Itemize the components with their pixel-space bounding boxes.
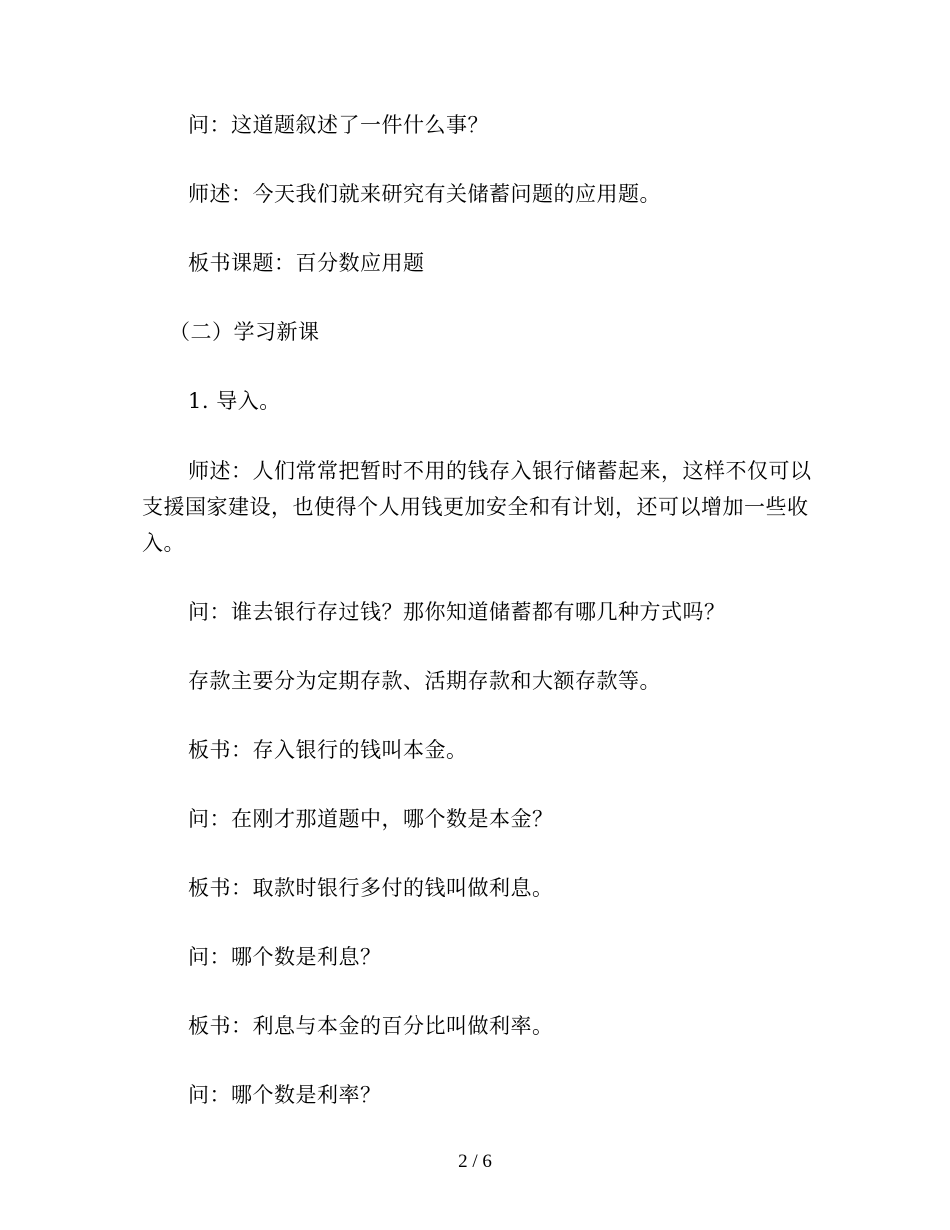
paragraph: 问：在刚才那道题中，哪个数是本金？ [188,807,554,831]
paragraph: 板书：利息与本金的百分比叫做利率。 [188,1014,554,1038]
section-heading: （二）学习新课 [169,320,320,344]
document-body [142,108,822,1147]
paragraph: 师述：今天我们就来研究有关储蓄问题的应用题。 [188,182,661,206]
page-number: 2 / 6 [458,1151,492,1172]
paragraph: 板书：存入银行的钱叫本金。 [188,738,468,762]
paragraph: 板书课题：百分数应用题 [188,251,425,275]
paragraph: 板书：取款时银行多付的钱叫做利息。 [188,876,554,900]
paragraph: 问：哪个数是利率？ [188,1083,382,1107]
paragraph: 1. 导入。 [188,389,281,413]
paragraph: 问：哪个数是利息？ [188,945,382,969]
paragraph: 问：谁去银行存过钱？那你知道储蓄都有哪几种方式吗？ [188,600,726,624]
paragraph: 存款主要分为定期存款、活期存款和大额存款等。 [188,669,661,693]
paragraph: 师述：人们常常把暂时不用的钱存入银行储蓄起来，这样不仅可以支援国家建设，也使得个人用钱更加安全和有计划，还可以增加一些收入。 [142,459,812,555]
paragraph: 问：这道题叙述了一件什么事？ [188,113,489,137]
